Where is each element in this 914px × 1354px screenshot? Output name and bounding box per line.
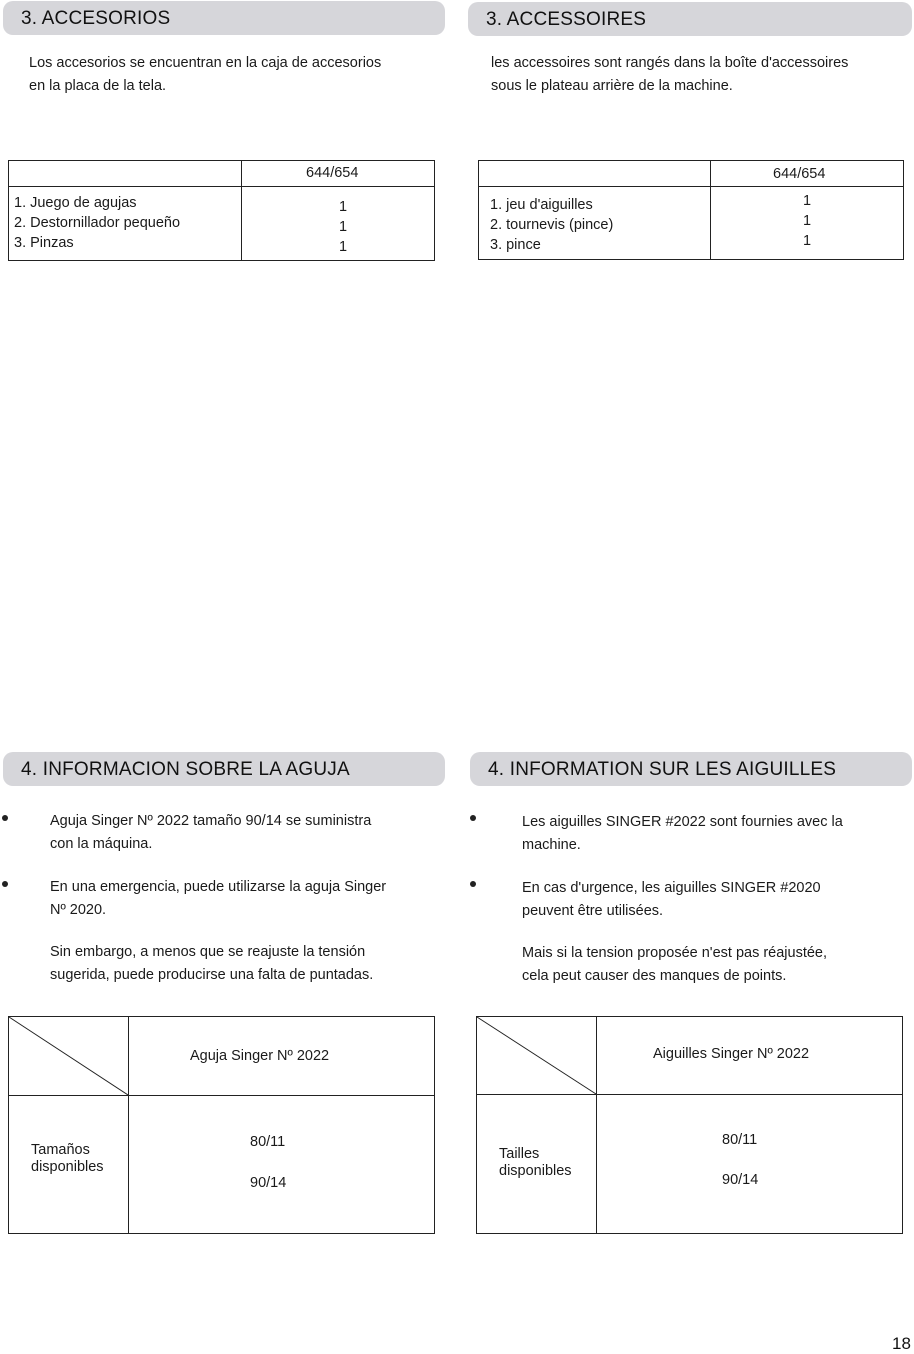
table-header-needle: Aguja Singer Nº 2022 [190, 1048, 330, 1064]
fr-accessories-heading: 3. ACCESSOIRES [468, 2, 912, 36]
text-line: cela peut causer des manques de points. [522, 968, 787, 984]
fr-needle-bullet-1 [522, 811, 843, 857]
bullet-icon [2, 881, 8, 887]
page-number: 18 [892, 1334, 911, 1353]
text-line: les accessoires sont rangés dans la boîte d'accessoires [491, 55, 849, 71]
table-quantity: 1 [802, 213, 812, 229]
text-line: sous le plateau arrière de la machine. [491, 78, 733, 94]
table-header-model: 644/654 [306, 165, 359, 181]
table-size: 80/11 [722, 1132, 758, 1148]
es-needle-bullet-2 [50, 876, 386, 922]
table-item: 2. Destornillador pequeño [14, 215, 181, 231]
table-item: 1. Juego de agujas [14, 195, 137, 211]
text-line: Tailles [499, 1146, 540, 1162]
table-size: 80/11 [250, 1134, 286, 1150]
es-needle-heading: 4. INFORMACION SOBRE LA AGUJA [3, 752, 445, 786]
es-needle-note [50, 941, 373, 987]
text-line: disponibles [31, 1159, 104, 1175]
text-line: disponibles [499, 1163, 572, 1179]
text-line: En una emergencia, puede utilizarse la aguja Singer [50, 879, 387, 895]
text-line: Tamaños [31, 1142, 90, 1158]
table-header-divider [478, 186, 904, 187]
table-row-label [499, 1146, 572, 1180]
table-header-divider [8, 1095, 435, 1096]
table-quantity: 1 [338, 199, 348, 215]
text-line: Nº 2020. [50, 902, 107, 918]
table-header-divider [8, 186, 435, 187]
fr-needle-bullet-2 [522, 877, 821, 923]
table-row-label [31, 1142, 104, 1176]
text-line: Aguja Singer Nº 2022 tamaño 90/14 se suministra [50, 813, 372, 829]
es-needle-bullet-1 [50, 810, 371, 856]
table-header-needle: Aiguilles Singer Nº 2022 [653, 1046, 810, 1062]
table-item: 3. Pinzas [14, 235, 74, 251]
table-column-divider [710, 160, 711, 260]
es-accessories-text [29, 52, 381, 98]
text-line: con la máquina. [50, 836, 153, 852]
text-line: machine. [522, 837, 581, 853]
table-column-divider [128, 1016, 129, 1234]
table-column-divider [596, 1016, 597, 1234]
table-items [14, 193, 180, 253]
table-size: 90/14 [722, 1172, 759, 1188]
table-quantities [328, 197, 358, 257]
es-accessories-heading: 3. ACCESORIOS [3, 1, 445, 35]
fr-accessories-text [491, 52, 848, 98]
table-quantity: 1 [802, 193, 812, 209]
table-quantities [792, 191, 822, 251]
text-line: Les aiguilles SINGER #2022 sont fournies avec la [522, 814, 843, 830]
table-quantity: 1 [338, 219, 348, 235]
table-item: 3. pince [490, 237, 541, 253]
table-item: 1. jeu d'aiguilles [490, 197, 593, 213]
bullet-icon [2, 815, 8, 821]
text-line: peuvent être utilisées. [522, 903, 664, 919]
text-line: Mais si la tension proposée n'est pas réajustée, [522, 945, 828, 961]
table-header-model: 644/654 [773, 166, 826, 182]
table-quantity: 1 [338, 239, 348, 255]
text-line: en la placa de la tela. [29, 78, 167, 94]
table-size: 90/14 [250, 1175, 287, 1191]
table-item: 2. tournevis (pince) [490, 217, 614, 233]
text-line: En cas d'urgence, les aiguilles SINGER #2020 [522, 880, 821, 896]
fr-needle-heading: 4. INFORMATION SUR LES AIGUILLES [470, 752, 912, 786]
table-header-divider [476, 1094, 903, 1095]
bullet-icon [470, 881, 476, 887]
table-quantity: 1 [802, 233, 812, 249]
text-line: Sin embargo, a menos que se reajuste la tensión [50, 944, 366, 960]
bullet-icon [470, 815, 476, 821]
text-line: Los accesorios se encuentran en la caja de accesorios [29, 55, 382, 71]
fr-needle-note [522, 942, 827, 988]
table-column-divider [241, 160, 242, 261]
table-items [490, 195, 613, 255]
text-line: sugerida, puede producirse una falta de puntadas. [50, 967, 374, 983]
